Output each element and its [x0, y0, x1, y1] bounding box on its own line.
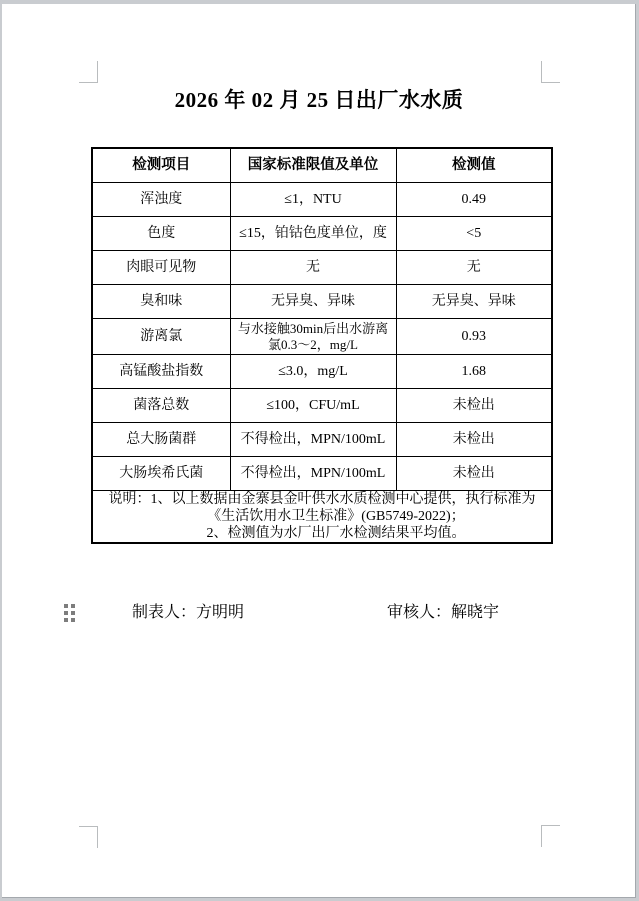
cell-limit: 无异臭、异味: [230, 285, 396, 319]
cell-limit: 无: [230, 251, 396, 285]
preparer-signature: 制表人：方明明: [132, 604, 245, 621]
cell-value: 1.68: [396, 355, 552, 389]
notes-cell: [92, 491, 552, 544]
cell-value: 0.93: [396, 319, 552, 355]
cell-limit: 不得检出，MPN/100mL: [230, 423, 396, 457]
cell-item: 高锰酸盐指数: [92, 355, 230, 389]
cell-item: 大肠埃希氏菌: [92, 457, 230, 491]
note-line: [96, 491, 548, 525]
reviewer-signature: 审核人：解晓宇: [387, 604, 500, 621]
cell-item: 浑浊度: [92, 183, 230, 217]
cell-value: 未检出: [396, 423, 552, 457]
cell-item: 肉眼可见物: [92, 251, 230, 285]
table-row: [92, 251, 552, 285]
table-row: [92, 319, 552, 355]
cell-value: <5: [396, 217, 552, 251]
cell-limit: 与水接触30min后出水游离氯0.3～2，mg/L: [230, 319, 396, 355]
cell-limit: 不得检出，MPN/100mL: [230, 457, 396, 491]
notes-label: 说明：: [108, 492, 151, 507]
table-row: [92, 355, 552, 389]
cell-limit: ≤15，铂钴色度单位，度: [230, 217, 396, 251]
cell-item: 菌落总数: [92, 389, 230, 423]
notes-row: [92, 491, 552, 544]
table-row: [92, 183, 552, 217]
cell-value: 0.49: [396, 183, 552, 217]
margin-mark-top-left: [79, 61, 98, 83]
margin-mark-top-right: [541, 61, 560, 83]
table-row: [92, 217, 552, 251]
column-header-limit: 国家标准限值及单位: [230, 148, 396, 183]
table-header-row: [92, 148, 552, 183]
table-row: [92, 389, 552, 423]
water-quality-table: [91, 147, 553, 544]
cell-limit: ≤3.0，mg/L: [230, 355, 396, 389]
cell-value: 未检出: [396, 457, 552, 491]
note-text-1: 1、以上数据由金寨县金叶供水水质检测中心提供，执行标准为《生活饮用水卫生标准》(GB5749-2022)；: [150, 492, 536, 524]
cell-value: 无: [396, 251, 552, 285]
table-body: [92, 183, 552, 491]
cell-item: 臭和味: [92, 285, 230, 319]
cell-limit: ≤1，NTU: [230, 183, 396, 217]
page-title: 2026 年 02 月 25 日出厂水水质: [174, 88, 464, 112]
column-header-item: 检测项目: [92, 148, 230, 183]
table-row: [92, 457, 552, 491]
cell-item: 色度: [92, 217, 230, 251]
table-row: [92, 423, 552, 457]
cell-value: 未检出: [396, 389, 552, 423]
column-header-value: 检测值: [396, 148, 552, 183]
signature-line: [2, 599, 636, 623]
cell-item: 游离氯: [92, 319, 230, 355]
cell-item: 总大肠菌群: [92, 423, 230, 457]
margin-mark-bottom-right: [541, 825, 560, 847]
table-row: [92, 285, 552, 319]
cell-value: 无异臭、异味: [396, 285, 552, 319]
margin-mark-bottom-left: [79, 826, 98, 848]
cell-limit: ≤100，CFU/mL: [230, 389, 396, 423]
note-text-2: 2、检测值为水厂出厂水检测结果平均值。: [206, 526, 466, 541]
